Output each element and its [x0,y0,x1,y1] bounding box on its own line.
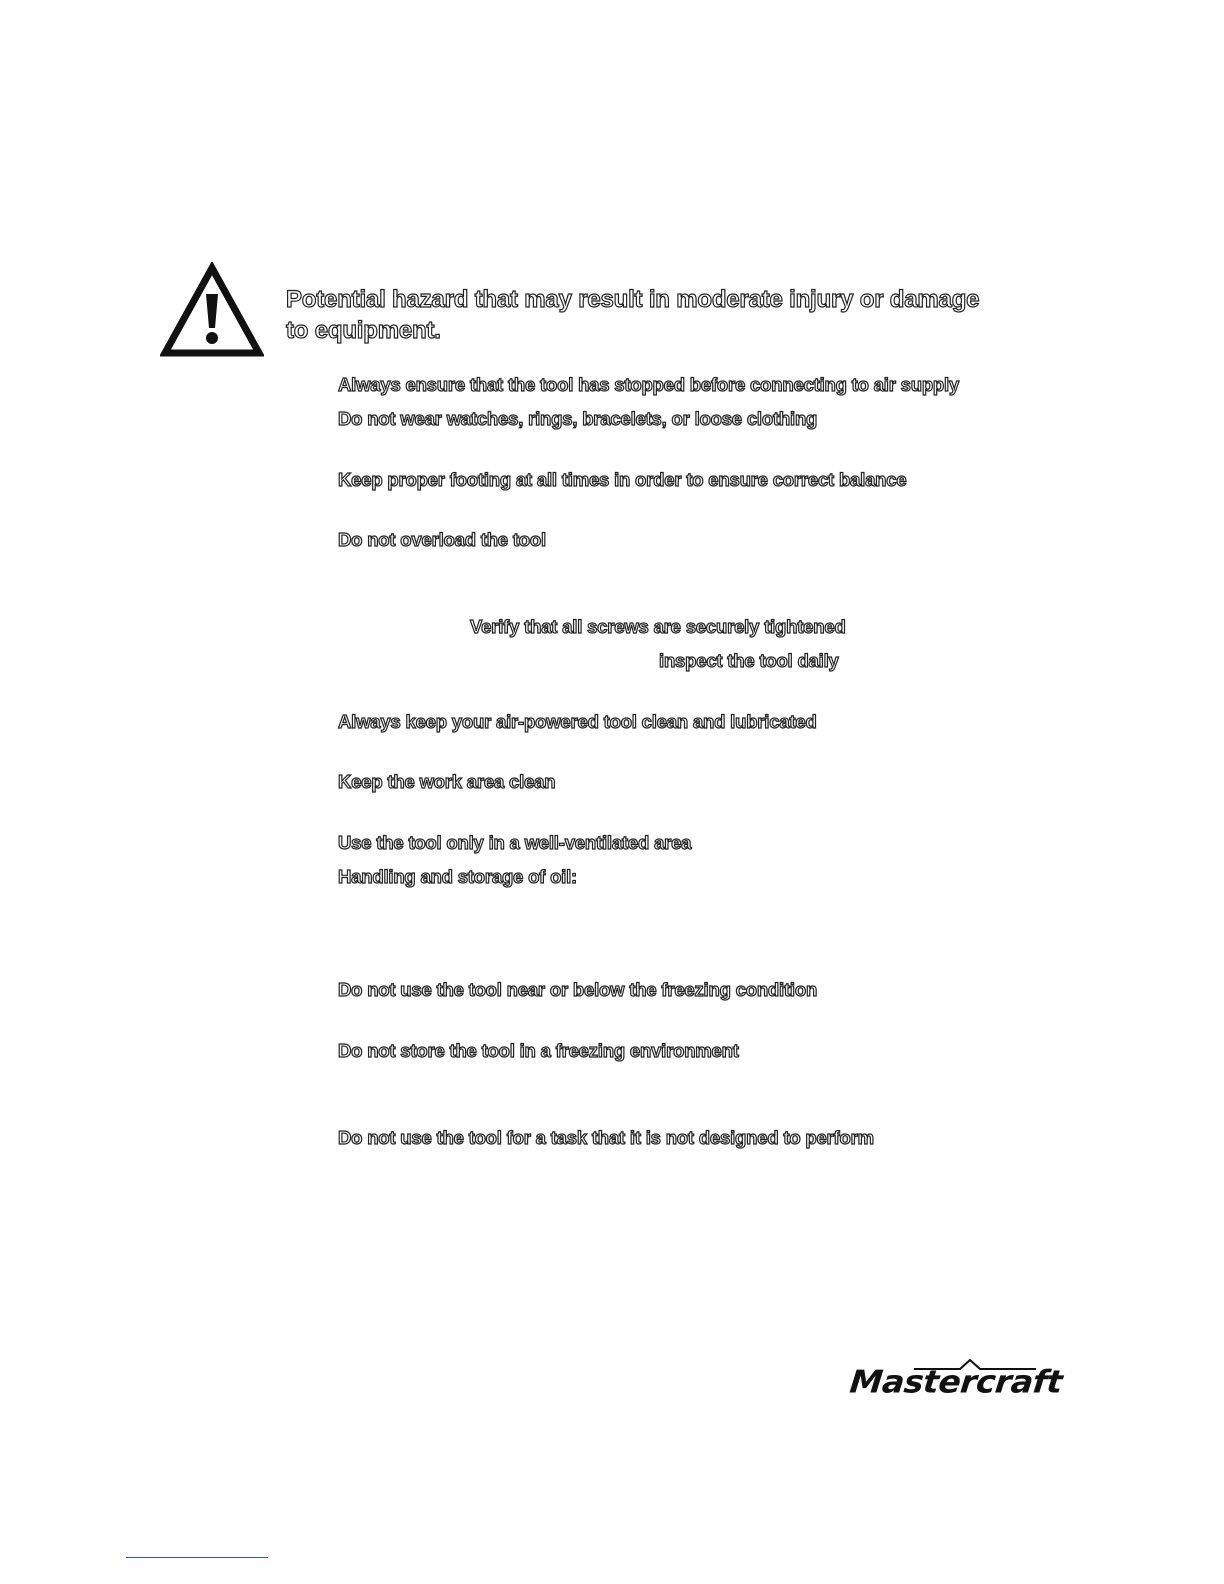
safety-item-freezing-use: Do not use the tool near or below the freezing condition [338,979,818,1000]
warning-statement: Potential hazard that may result in moderate injury or damage to equipment. [286,286,980,344]
warning-triangle-icon [160,262,264,358]
safety-item-footing: Keep proper footing at all times in order to ensure correct balance [338,469,907,490]
safety-item-work-area: Keep the work area clean [338,771,556,792]
logo-wordmark: Mastercraft [848,1363,1064,1401]
safety-item-overload: Do not overload the tool [338,529,546,550]
safety-item-lubricate: Always keep your air-powered tool clean and lubricated [338,711,817,732]
mastercraft-logo [836,1357,1076,1403]
safety-item-clothing: Do not wear watches, rings, bracelets, or loose clothing [338,408,818,429]
safety-item-air-supply: Always ensure that the tool has stopped before connecting to air supply [338,374,960,395]
safety-item-screws: Verify that all screws are securely tightened [470,616,846,637]
safety-item-intended-use: Do not use the tool for a task that it is not designed to perform [338,1127,874,1148]
safety-item-inspect: inspect the tool daily [659,650,839,671]
safety-item-oil-heading: Handling and storage of oil: [338,866,578,887]
safety-item-ventilation: Use the tool only in a well-ventilated area [338,832,692,853]
footer-rule [126,1557,268,1558]
safety-item-freezing-storage: Do not store the tool in a freezing environment [338,1040,739,1061]
